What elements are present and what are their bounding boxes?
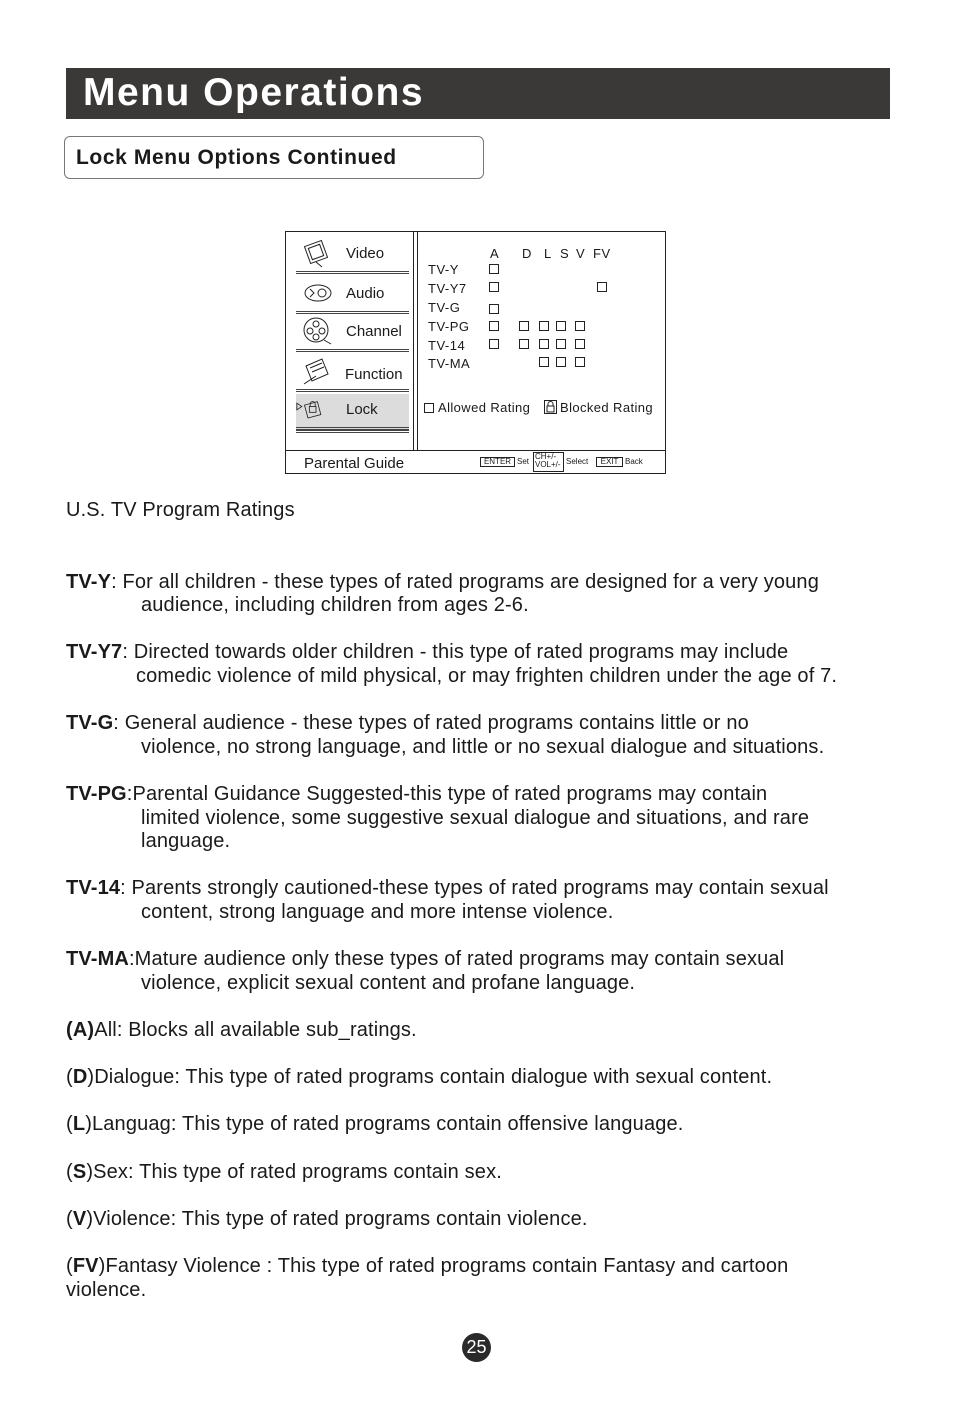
rating-checkbox[interactable] — [489, 339, 499, 349]
osd-menu-rule — [296, 349, 409, 352]
rating-checkbox[interactable] — [489, 282, 499, 292]
osd-col-header: V — [576, 246, 586, 261]
subrating-fv: (FV)Fantasy Violence : This type of rated programs contain Fantasy and cartoon — [66, 1255, 789, 1277]
subrating-fv-cont: violence. — [66, 1279, 147, 1301]
ch-vol-key: CH+/- VOL+/- — [533, 452, 564, 472]
osd-col-header: L — [544, 246, 552, 261]
osd-menu-label: Lock — [346, 401, 378, 418]
definition-tv-y7-cont: comedic violence of mild physical, or may frighten children under the age of 7. — [136, 665, 838, 687]
definition-tv-g: TV-G: General audience - these types of rated programs contains little or no — [66, 712, 749, 734]
rating-checkbox[interactable] — [489, 321, 499, 331]
video-icon — [302, 238, 332, 268]
osd-rating-label: TV-MA — [428, 356, 471, 371]
page-title: Menu Operations — [83, 71, 425, 114]
osd-rating-label: TV-G — [428, 300, 461, 315]
rating-checkbox[interactable] — [597, 282, 607, 292]
osd-col-header: D — [522, 246, 532, 261]
definition-tv-14: TV-14: Parents strongly cautioned-these types of rated programs may contain sexual — [66, 877, 829, 899]
key-label-select: Select — [566, 457, 589, 466]
legend-blocked: Blocked Rating — [560, 400, 654, 415]
key-label-back: Back — [625, 457, 643, 466]
osd-col-header: A — [490, 246, 500, 261]
audio-icon — [302, 278, 332, 308]
subrating-s: (S)Sex: This type of rated programs contain sex. — [66, 1161, 502, 1183]
section-heading-box — [64, 136, 484, 179]
osd-menu-label: Audio — [346, 285, 385, 302]
osd-divider — [417, 232, 418, 450]
subrating-d: (D)Dialogue: This type of rated programs contain dialogue with sexual content. — [66, 1066, 773, 1088]
rating-checkbox[interactable] — [575, 357, 585, 367]
key-label-set: Set — [517, 457, 530, 466]
rating-checkbox[interactable] — [575, 339, 585, 349]
osd-menu-label: Channel — [346, 323, 402, 340]
section-heading: Lock Menu Options Continued — [76, 146, 397, 169]
rating-checkbox[interactable] — [539, 339, 549, 349]
osd-col-header: FV — [593, 246, 611, 261]
rating-checkbox[interactable] — [519, 321, 529, 331]
rating-checkbox[interactable] — [489, 304, 499, 314]
osd-menu-audio[interactable] — [296, 278, 409, 314]
page-banner — [66, 68, 890, 119]
osd-rating-label: TV-Y7 — [428, 281, 467, 296]
definition-tv-y-cont: audience, including children from ages 2-6. — [141, 594, 529, 616]
rating-checkbox[interactable] — [539, 357, 549, 367]
definition-tv-pg-cont2: language. — [141, 830, 231, 852]
osd-menu-video[interactable] — [296, 238, 409, 274]
definition-tv-ma: TV-MA:Mature audience only these types of rated programs may contain sexual — [66, 948, 785, 970]
rating-checkbox[interactable] — [539, 321, 549, 331]
osd-rating-label: TV-PG — [428, 319, 470, 334]
allowed-rating-checkbox-icon — [424, 403, 434, 413]
page-number: 25 — [462, 1333, 491, 1362]
osd-col-header: S — [560, 246, 570, 261]
osd-rating-label: TV-14 — [428, 338, 466, 353]
exit-key: EXIT — [596, 457, 623, 467]
definition-tv-14-cont: content, strong language and more intense violence. — [141, 901, 614, 923]
osd-menu-label: Function — [345, 366, 403, 383]
subrating-l: (L)Languag: This type of rated programs contain offensive language. — [66, 1113, 684, 1135]
function-icon — [302, 356, 332, 386]
definition-tv-y7: TV-Y7: Directed towards older children - this type of rated programs may include — [66, 641, 789, 663]
legend-allowed: Allowed Rating — [438, 400, 531, 415]
osd-menu-label: Video — [346, 245, 385, 262]
lock-icon — [296, 394, 326, 424]
channel-icon — [302, 316, 332, 346]
rating-checkbox[interactable] — [556, 321, 566, 331]
osd-menu-rule — [296, 389, 409, 392]
definition-tv-g-cont: violence, no strong language, and little or no sexual dialogue and situations. — [141, 736, 825, 758]
rating-checkbox[interactable] — [556, 339, 566, 349]
subrating-v: (V)Violence: This type of rated programs contain violence. — [66, 1208, 588, 1230]
osd-divider — [413, 232, 414, 450]
rating-checkbox[interactable] — [575, 321, 585, 331]
definition-tv-pg: TV-PG:Parental Guidance Suggested-this type of rated programs may contain — [66, 783, 768, 805]
definition-tv-ma-cont: violence, explicit sexual content and profane language. — [141, 972, 636, 994]
osd-lock-menu-figure — [285, 231, 666, 474]
rating-checkbox[interactable] — [489, 264, 499, 274]
osd-menu-lock[interactable] — [296, 394, 409, 430]
rating-checkbox[interactable] — [519, 339, 529, 349]
osd-menu-rule — [296, 311, 409, 314]
definition-tv-y: TV-Y: For all children - these types of rated programs are designed for a very young — [66, 571, 819, 593]
enter-key: ENTER — [480, 457, 515, 467]
intro-text: U.S. TV Program Ratings — [66, 499, 295, 521]
rating-checkbox[interactable] — [556, 357, 566, 367]
subrating-a: (A)All: Blocks all available sub_ratings. — [66, 1019, 417, 1041]
osd-menu-channel[interactable] — [296, 316, 409, 352]
blocked-rating-lock-icon — [544, 400, 557, 414]
osd-rating-label: TV-Y — [428, 262, 459, 277]
osd-menu-function[interactable] — [296, 356, 409, 392]
osd-menu-rule — [296, 271, 409, 274]
definition-tv-pg-cont: limited violence, some suggestive sexual dialogue and situations, and rare — [141, 807, 810, 829]
osd-footer-title: Parental Guide — [304, 455, 405, 472]
